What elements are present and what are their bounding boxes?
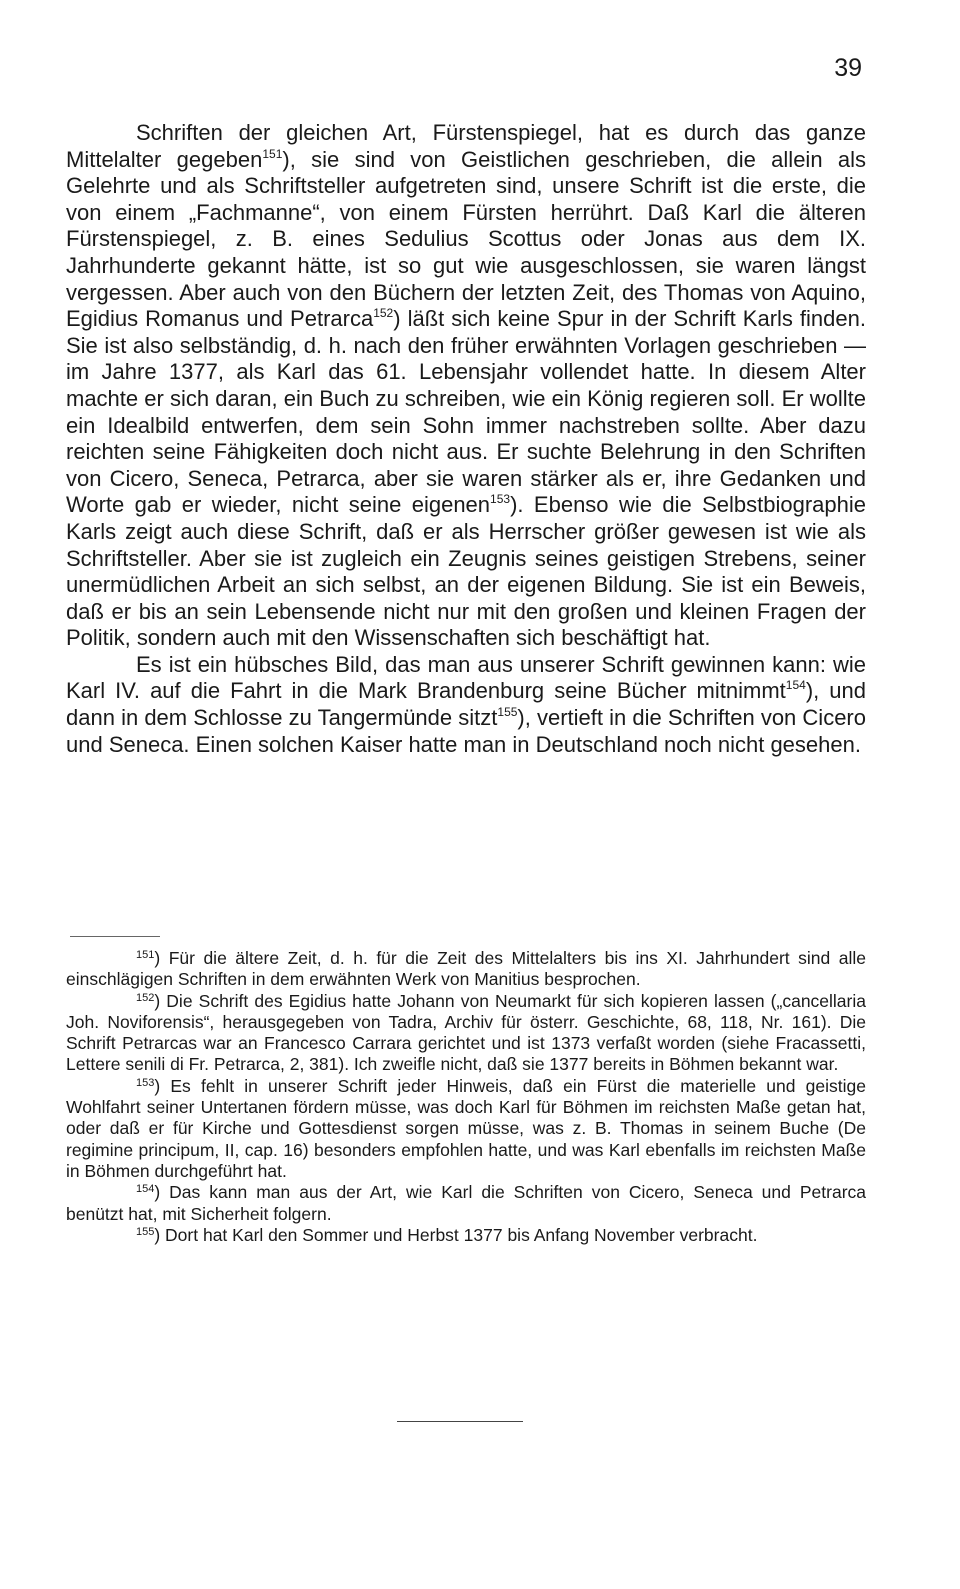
end-rule (397, 1421, 523, 1422)
footnote-text: ) Das kann man aus der Art, wie Karl die Schriften von Cicero, Seneca und Petrarca benützt hat, mit Sicherheit folgern. (66, 1182, 866, 1224)
text-run: ), vertieft in die Schriften von Cicero und Seneca. Einen solchen Kaiser hatte man in Deutschland noch nicht gesehen. (66, 705, 866, 757)
footnote-text: ) Dort hat Karl den Sommer und Herbst 1377 bis Anfang November verbracht. (154, 1224, 758, 1245)
footnote-151 (66, 948, 866, 991)
footnote-155 (66, 1225, 866, 1246)
text-run: ). Ebenso wie die Selbstbiographie Karls zeigt auch diese Schrift, daß er als Herrscher größer gewesen ist wie als Schriftsteller. Aber sie ist zugleich ein Zeugnis seines geistigen Strebens, seiner unermüdlichen Arbeit an sich selbst, an der eigenen Bildung. Sie ist ein Beweis, daß er bis an sein Lebensende nicht nur mit den großen und kleinen Fragen der Politik, sondern auch mit den Wissenschaften sich beschäftigt hat. (66, 492, 867, 651)
footnote-number: 152 (136, 991, 155, 1004)
text-run: ), und dann in dem Schlosse zu Tangermünde sitzt (66, 678, 866, 731)
main-text (66, 120, 866, 758)
footnote-text: ) Es fehlt in unserer Schrift jeder Hinweis, daß ein Fürst die materielle und geistige Wohlfahrt seiner Untertanen fördern müsse, was doch Karl für Böhmen im reichsten Maße getan hat, oder daß er für Kirche und Gottesdienst sorgen müsse, was z. B. Thomas in seinem Buche (De regimine principum, II, cap. 16) besonders empfohlen hatte, und was Karl ebenfalls im reichsten Maße in Böhmen durchgeführt hat. (66, 1075, 866, 1181)
footnote-152 (66, 991, 866, 1076)
footnote-number: 153 (136, 1076, 155, 1089)
text-run: ) läßt sich keine Spur in der Schrift Karls finden. Sie ist also selbständig, d. h. nach den früher erwähnten Vorlagen geschrieben — im Jahre 1377, als Karl das 61. Lebensjahr vollendet hatte. In diesem Alter machte er sich daran, ein Buch zu schreiben, wie ein König regieren soll. Er wollte ein Idealbild entwerfen, dem sein Sohn immer nachstreben sollte. Aber dazu reichten seine Fähigkeiten doch nicht aus. Er suchte Belehrung in den Schriften von Cicero, Seneca, Petrarca, aber sie waren stärker als er, ihre Gedanken und Worte gab er wieder, nicht seine eigenen (66, 306, 866, 518)
footnotes (66, 948, 866, 1246)
footnote-number: 151 (136, 949, 155, 961)
footnote-ref-154: 154 (785, 678, 806, 693)
footnote-153 (66, 1076, 866, 1182)
footnote-number: 154 (136, 1183, 155, 1196)
footnote-ref-152: 152 (373, 306, 394, 321)
footnote-text: ) Für die ältere Zeit, d. h. für die Zeit des Mittelalters bis ins XI. Jahrhundert sind alle einschlägigen Schriften in dem erwähnten Werk von Manitius besprochen. (66, 948, 866, 990)
paragraph-2 (66, 652, 866, 758)
footnote-ref-153: 153 (490, 492, 511, 507)
footnote-number: 155 (136, 1225, 155, 1238)
footnote-154 (66, 1182, 866, 1225)
footnote-separator (70, 936, 160, 937)
text-run: Es ist ein hübsches Bild, das man aus unserer Schrift gewinnen kann: wie Karl IV. auf die Fahrt in die Mark Brandenburg seine Bücher mitnimmt (66, 651, 866, 704)
page-number: 39 (834, 54, 862, 82)
footnote-ref-155: 155 (497, 705, 518, 720)
text-run: Schriften der gleichen Art, Fürstenspiegel, hat es durch das ganze Mittelalter gegeben (66, 120, 866, 172)
paragraph-1 (66, 120, 866, 652)
footnote-text: ) Die Schrift des Egidius hatte Johann von Neumarkt für sich kopieren lassen („cancellaria Joh. Noviforensis“, herausgegeben von Tadra, Archiv für österr. Geschichte, 68, 118, Nr. 161). Die Schrift Petrarcas war an Francesco Carrara gerichtet und ist 1373 verfaßt worden (siehe Fracassetti, Lettere senili di Fr. Petrarca, 2, 381). Ich zweifle nicht, daß sie 1377 bereits in Böhmen bekannt war. (66, 990, 866, 1075)
footnote-ref-151: 151 (262, 146, 283, 161)
text-run: ), sie sind von Geistlichen geschrieben, die allein als Gelehrte und als Schriftsteller aufgetreten sind, unsere Schrift ist die erste, die von einem „Fachmanne“, von einem Fürsten herrührt. Daß Karl die älteren Fürstenspiegel, z. B. eines Sedulius Scottus oder Jonas aus dem IX. Jahrhunderte gekannt hätte, ist so gut wie ausgeschlossen, sie waren längst vergessen. Aber auch von den Büchern der letzten Zeit, des Thomas von Aquino, Egidius Romanus und Petrarca (66, 146, 866, 332)
